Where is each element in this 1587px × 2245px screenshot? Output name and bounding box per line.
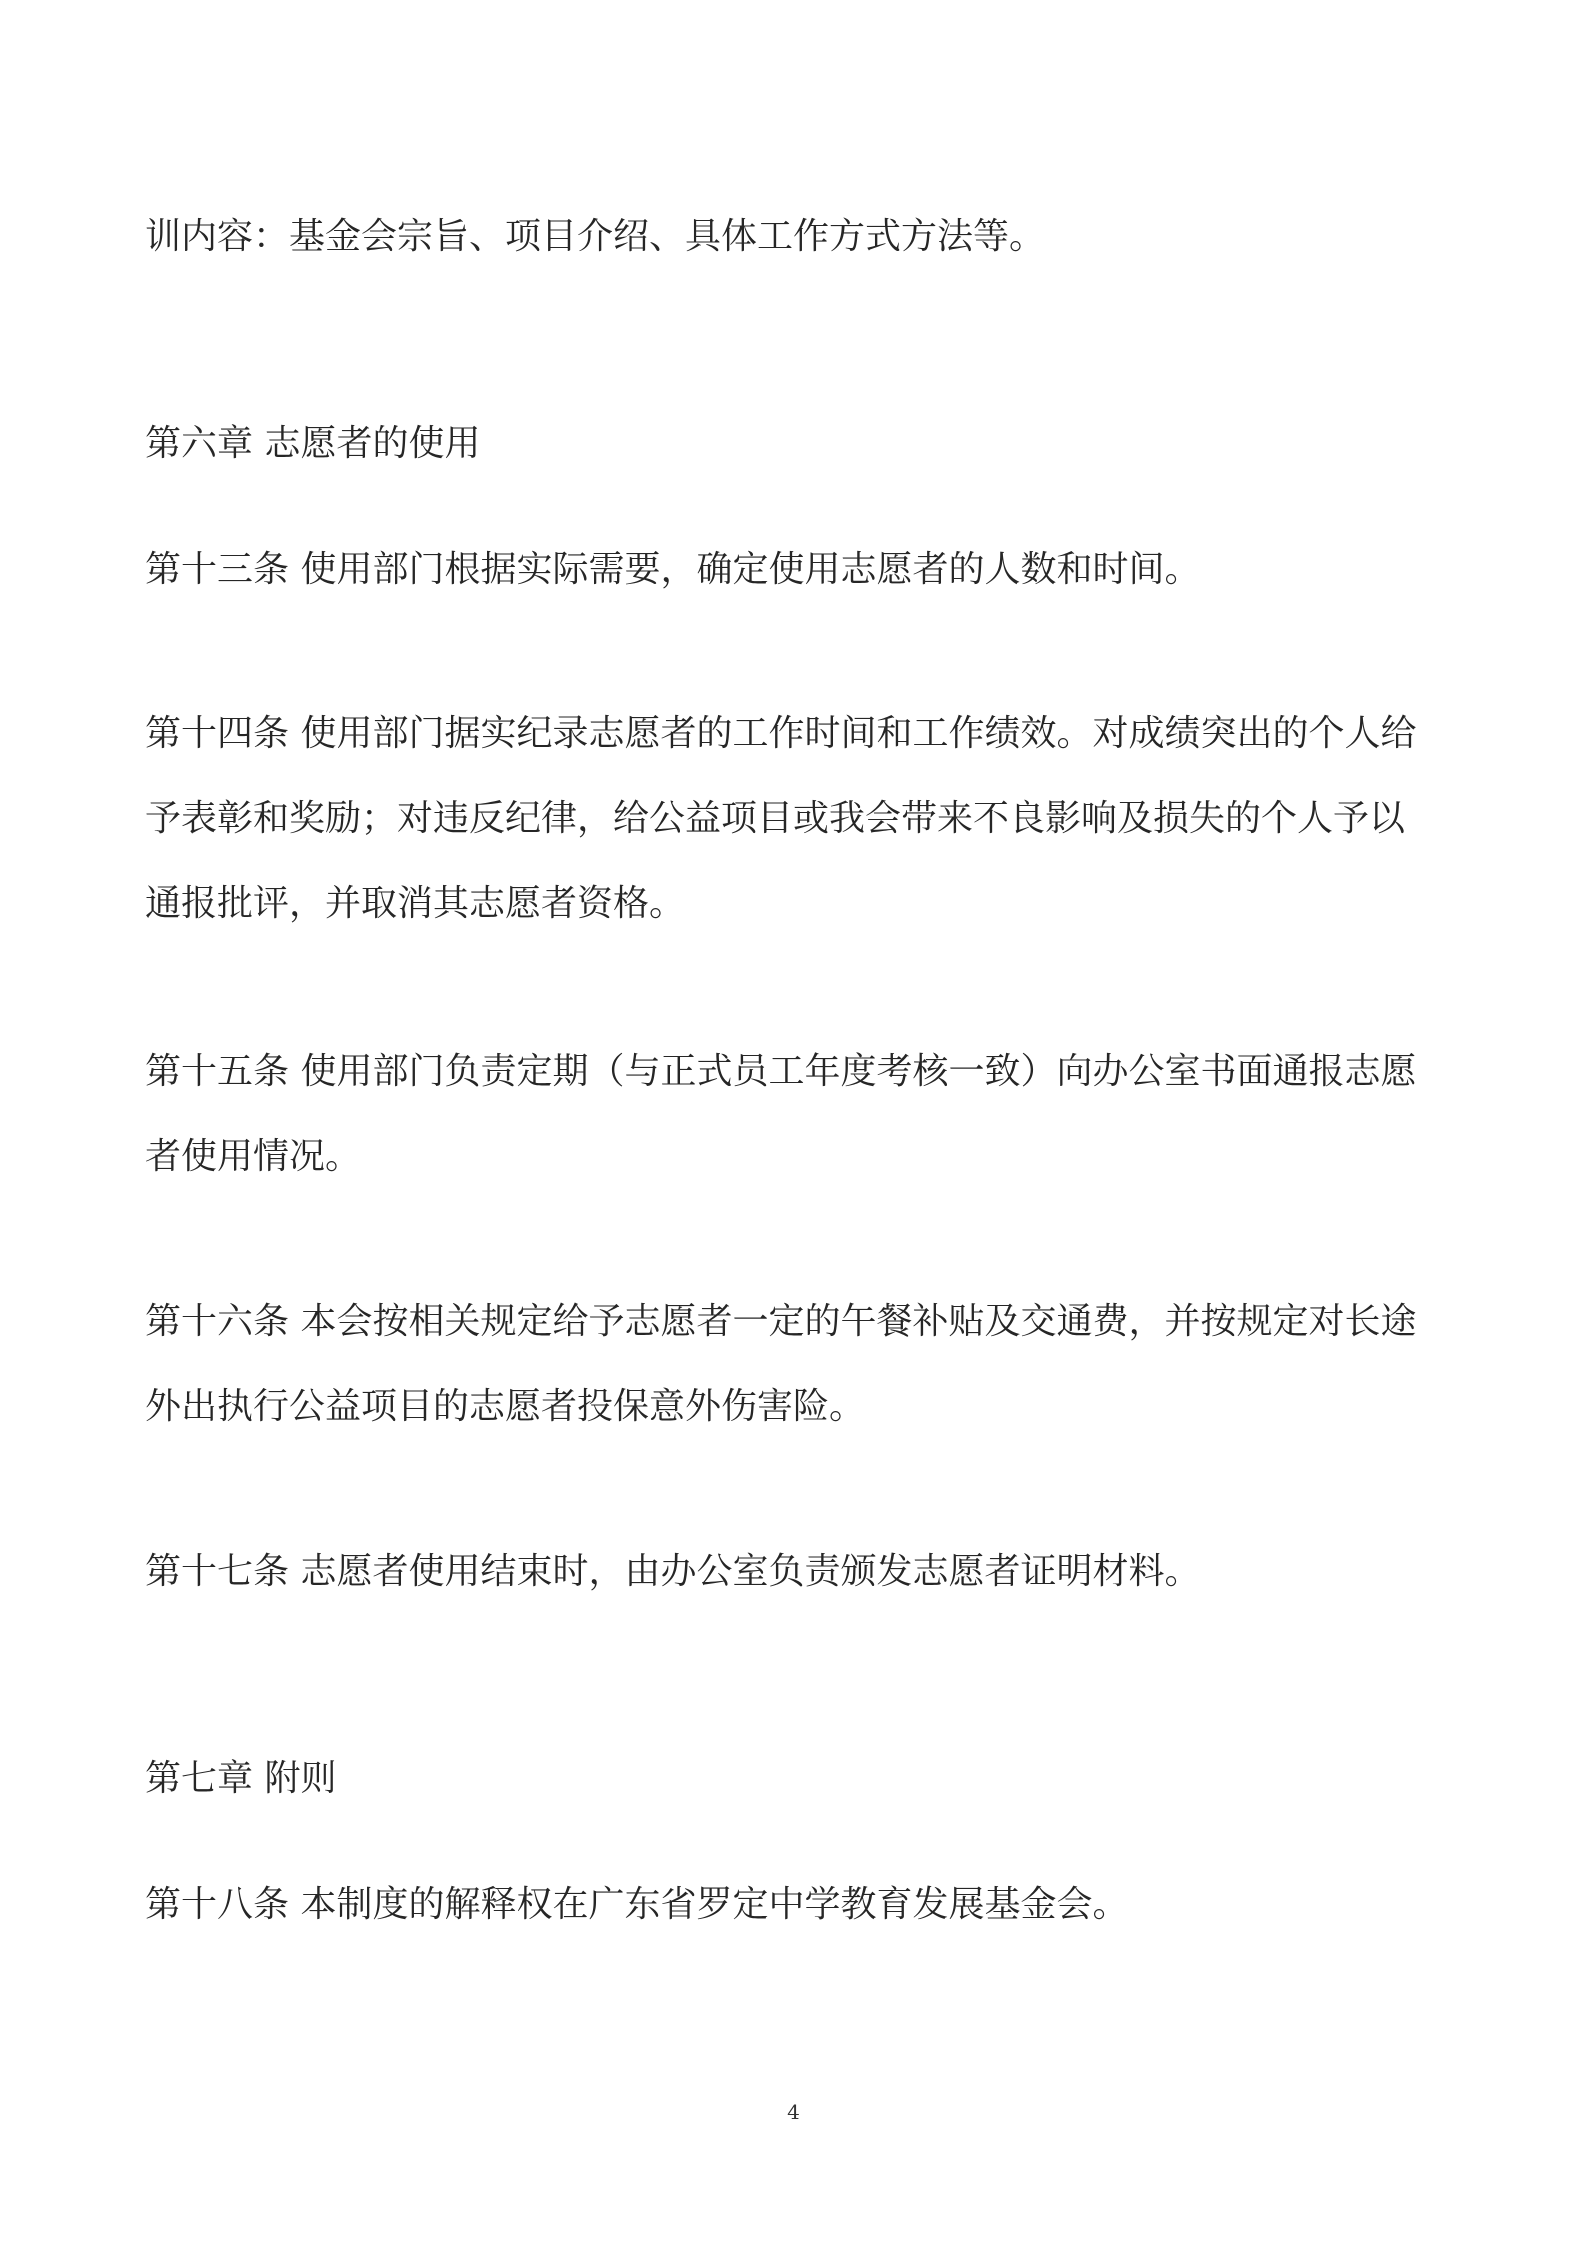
article-16-line-1: 第十六条 本会按相关规定给予志愿者一定的午餐补贴及交通费，并按规定对长途	[145, 1301, 1417, 1342]
text-line-training-content: 训内容：基金会宗旨、项目介绍、具体工作方式方法等。	[145, 216, 1046, 257]
article-16-line-2: 外出执行公益项目的志愿者投保意外伤害险。	[145, 1386, 866, 1427]
page-number: 4	[787, 2100, 800, 2124]
article-14-line-3: 通报批评，并取消其志愿者资格。	[145, 883, 686, 924]
article-14-line-2: 予表彰和奖励；对违反纪律，给公益项目或我会带来不良影响及损失的个人予以	[145, 798, 1406, 839]
article-15-line-2: 者使用情况。	[145, 1136, 362, 1177]
article-18: 第十八条 本制度的解释权在广东省罗定中学教育发展基金会。	[145, 1884, 1129, 1925]
article-13: 第十三条 使用部门根据实际需要，确定使用志愿者的人数和时间。	[145, 549, 1201, 590]
article-17: 第十七条 志愿者使用结束时，由办公室负责颁发志愿者证明材料。	[145, 1551, 1201, 1592]
chapter-six-heading: 第六章 志愿者的使用	[145, 423, 481, 464]
article-14-line-1: 第十四条 使用部门据实纪录志愿者的工作时间和工作绩效。对成绩突出的个人给	[145, 713, 1417, 754]
article-15-line-1: 第十五条 使用部门负责定期（与正式员工年度考核一致）向办公室书面通报志愿	[145, 1051, 1417, 1092]
chapter-seven-heading: 第七章 附则	[145, 1758, 337, 1799]
